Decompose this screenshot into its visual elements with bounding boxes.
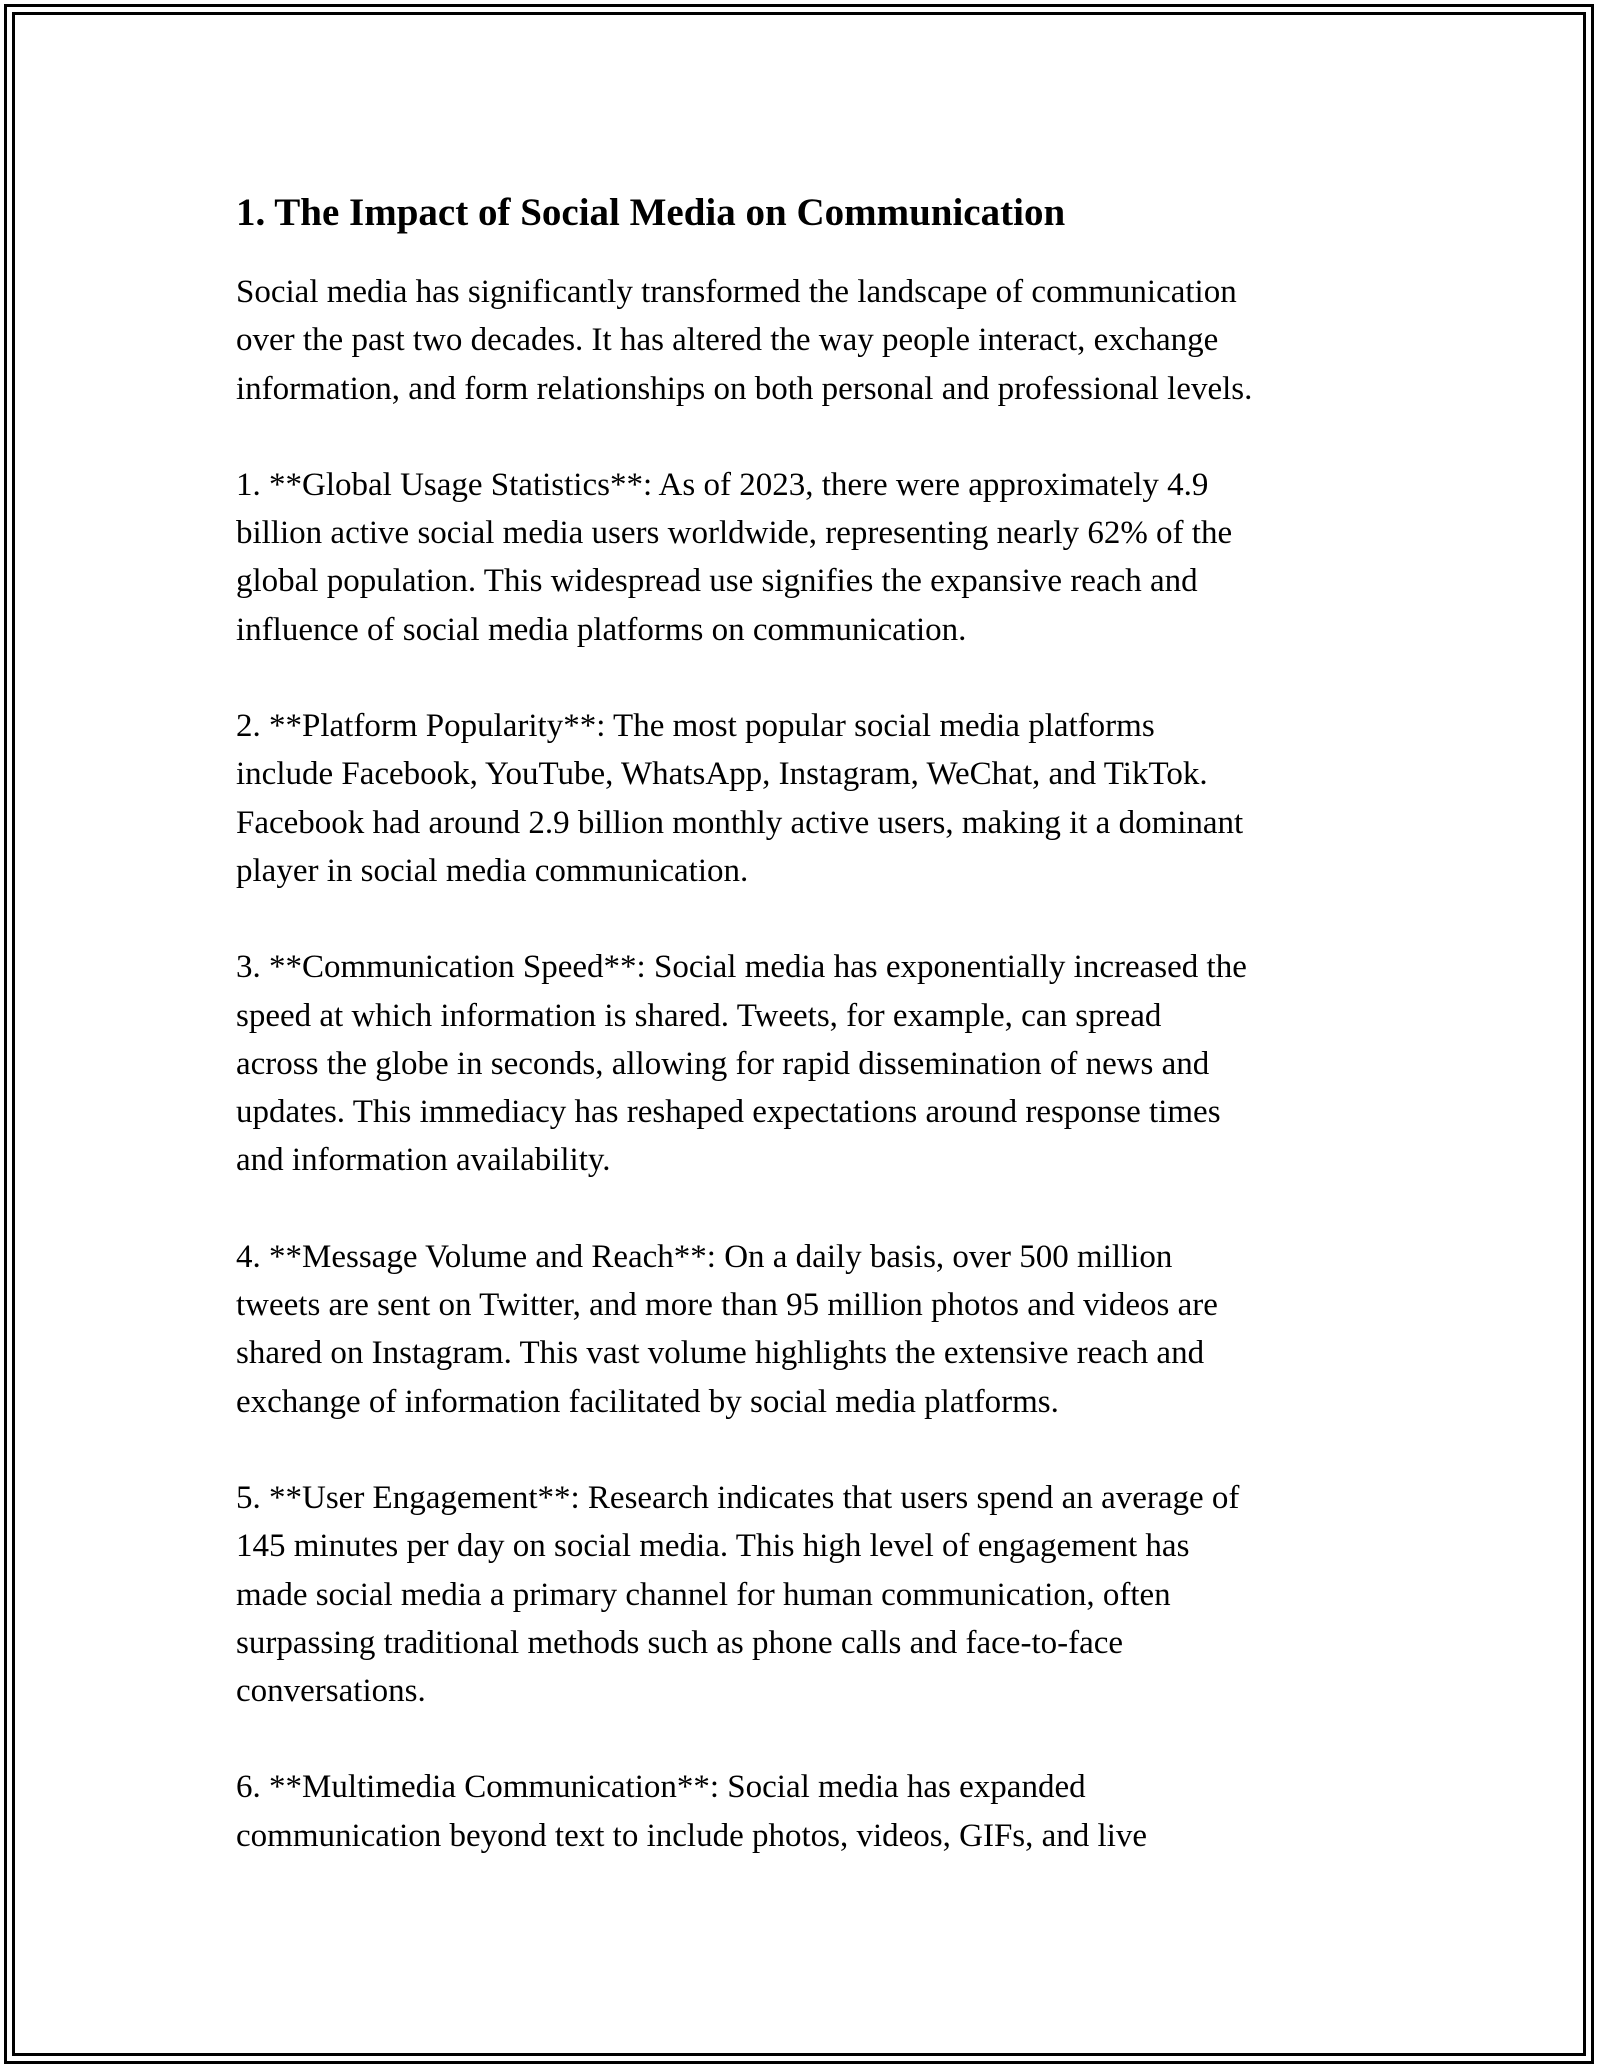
list-item-multimedia: 6. **Multimedia Communication**: Social media has expanded communication beyond text to include photos, videos, GIFs, and live xyxy=(236,1769,1148,1854)
list-item-global-usage: 1. **Global Usage Statistics**: As of 2023, there were approximately 4.9 billion active social media users worldwide, representing nearly 62% of the global population. This widespread use signifies the expansive reach and influence of social media platforms on communication. xyxy=(236,466,1233,648)
section-heading: 1. The Impact of Social Media on Communication xyxy=(236,191,1066,234)
document-body xyxy=(236,188,1386,1908)
intro-paragraph: Social media has significantly transformed the landscape of communication over the past two decades. It has altered the way people interact, exchange information, and form relationships on both personal and professional levels. xyxy=(236,274,1253,407)
list-item-message-volume: 4. **Message Volume and Reach**: On a daily basis, over 500 million tweets are sent on Twitter, and more than 95 million photos and videos are shared on Instagram. This vast volume highlights the extensive reach and exchange of information facilitated by social media platforms. xyxy=(236,1238,1218,1420)
list-item-platform-popularity: 2. **Platform Popularity**: The most popular social media platforms include Facebook, YouTube, WhatsApp, Instagram, WeChat, and TikTok. Facebook had around 2.9 billion monthly active users, making it a dominant player in social media communication. xyxy=(236,708,1244,889)
list-item-user-engagement: 5. **User Engagement**: Research indicates that users spend an average of 145 minutes per day on social media. This high level of engagement has made social media a primary channel for human communication, often surpassing traditional methods such as phone calls and face-to-face conversations. xyxy=(236,1479,1240,1710)
list-item-communication-speed: 3. **Communication Speed**: Social media has exponentially increased the speed at which information is shared. Tweets, for example, can spread across the globe in seconds, allowing for rapid dissemination of news and updates. This immediacy has reshaped expectations around response times and information availability. xyxy=(236,949,1247,1179)
